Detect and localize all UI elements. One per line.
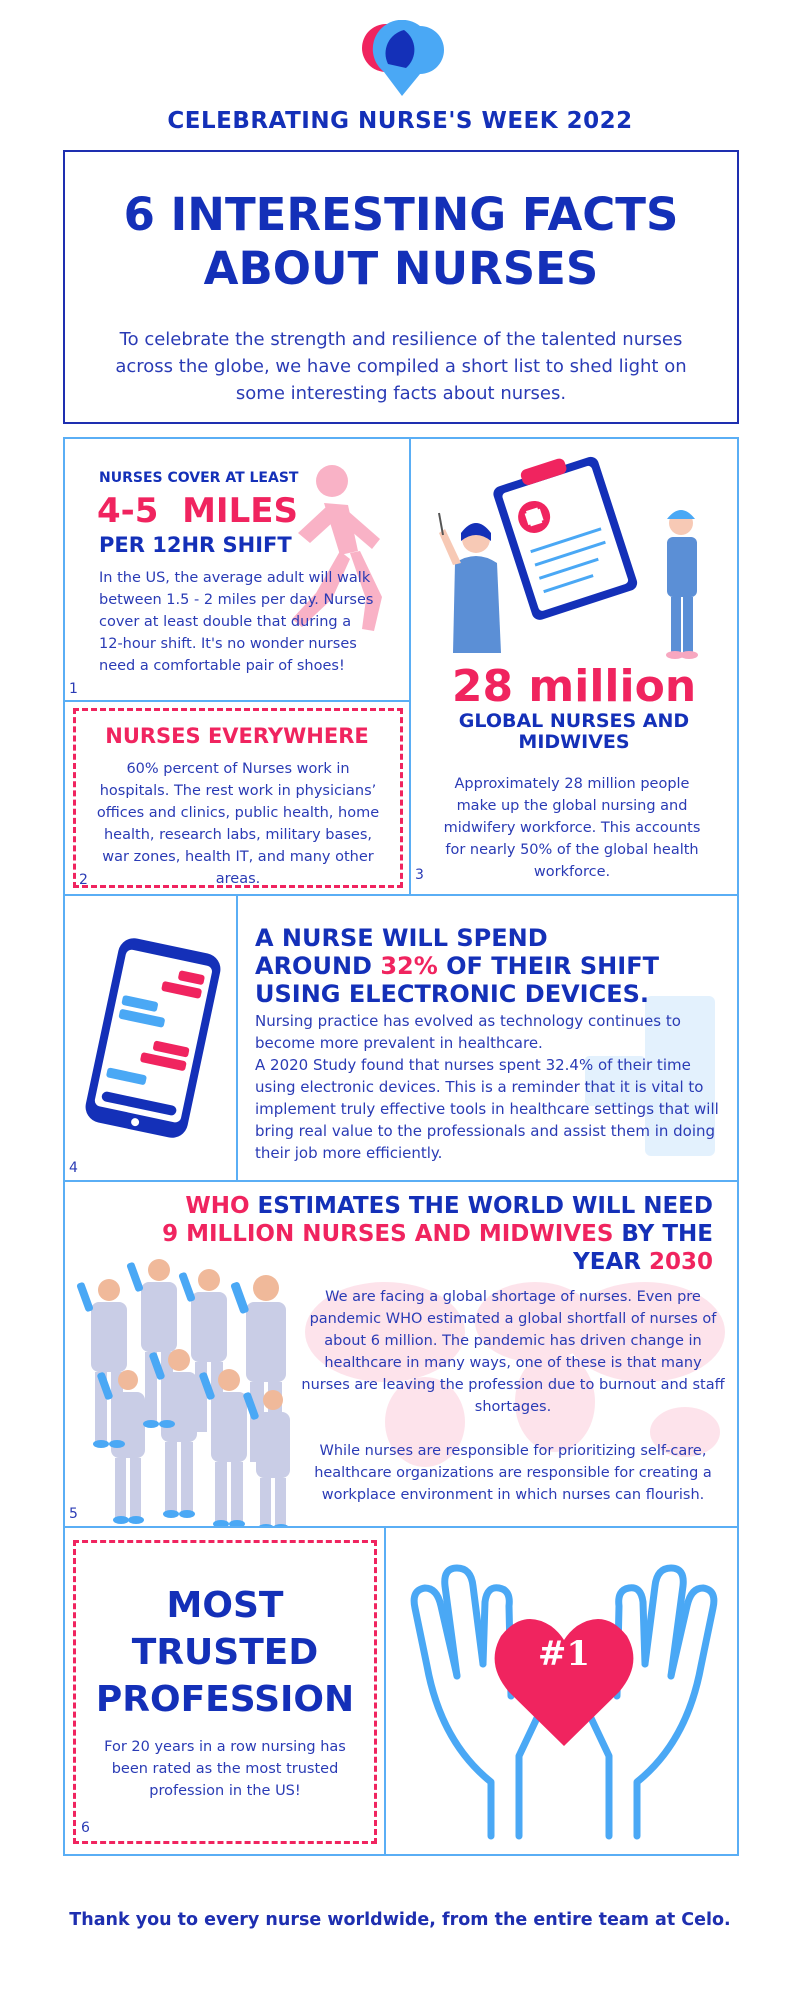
fact3-number: 3: [415, 867, 424, 883]
footer-thanks: Thank you to every nurse worldwide, from the entire team at Celo.: [69, 1910, 731, 1930]
fact6-panel: [63, 1526, 739, 1856]
fact4-highlight: 32%: [380, 952, 438, 980]
fact4-title-line2-pre: AROUND: [255, 952, 381, 980]
fact4-text-para2: A 2020 Study found that nurses spent 32.4% of their time using electronic devices. This is a reminder that it is vital to implement truly effective tools in healthcare settings that will bring real value to the professionals and assist them in doing their job more efficiently.: [255, 1056, 719, 1162]
fact2-number: 2: [79, 872, 88, 888]
fact1-text: In the US, the average adult will walk between 1.5 - 2 miles per day. Nurses cover at least double that during a 12-hour shift. It's no wonder nurses need a comfortable pair of shoes!: [99, 570, 374, 674]
smartphone-chat-illustration: [73, 938, 233, 1138]
fact5-title-line1-rest: ESTIMATES THE WORLD WILL NEED: [249, 1193, 713, 1219]
fact5-title-line3: [65, 1248, 713, 1276]
page-title-line2: ABOUT NURSES: [203, 242, 599, 295]
fact1-number: 1: [69, 681, 78, 697]
kicker-title: CELEBRATING NURSE'S WEEK 2022: [167, 108, 633, 134]
fact3-sub: [411, 711, 737, 753]
fact5-number: 5: [69, 1506, 78, 1522]
fact5-text-para1: We are facing a global shortage of nurses. Even pre pandemic WHO estimated a global shortfall of nurses of about 6 million. The pandemic has driven change in healthcare in many ways, one of these is that many nurses are leaving the profession due to burnout and staff shortages.: [301, 1289, 725, 1415]
fact3-big: 28 million: [451, 661, 697, 712]
fact6-title-line3: PROFESSION: [95, 1679, 355, 1720]
fact5-title-line2-rest: BY THE: [613, 1221, 713, 1247]
heart-label: #1: [537, 1634, 591, 1674]
fact1-pre: NURSES COVER AT LEAST: [99, 470, 299, 486]
fact5-year: 2030: [648, 1249, 713, 1275]
fact6-title-line1: MOST: [166, 1585, 284, 1626]
fact3-text: Approximately 28 million people make up the global nursing and midwifery workforce. This accounts for nearly 50% of the global health workforce.: [443, 776, 701, 880]
fact1-panel: [63, 437, 411, 702]
fact5-text-para2: While nurses are responsible for prioritizing self-care, healthcare organizations are responsible for creating a workplace environment in which nurses can flourish.: [314, 1443, 712, 1503]
fact5-text: [301, 1286, 725, 1506]
fact4-number: 4: [69, 1160, 78, 1176]
fact6-number: 6: [81, 1820, 90, 1836]
fact5-title: [65, 1192, 713, 1276]
intro-box: [63, 150, 739, 424]
fact3-sub-line1: GLOBAL NURSES AND: [458, 710, 690, 732]
celo-logo: [358, 20, 448, 102]
fact1-big: 4-5 MILES: [97, 491, 298, 531]
fact4-title-line3: USING ELECTRONIC DEVICES.: [255, 980, 650, 1008]
fact5-title-line1: [65, 1192, 713, 1220]
fact4-title-line2-post: OF THEIR SHIFT: [437, 952, 659, 980]
fact4-text: [255, 1010, 725, 1164]
fact2-title: NURSES EVERYWHERE: [105, 724, 369, 748]
page-title: [65, 188, 737, 296]
intro-text: To celebrate the strength and resilience of the talented nurses across the globe, we have compiled a short list to shed light on some interesting facts about nurses.: [115, 329, 687, 404]
fact4-divider: [236, 896, 238, 1182]
fact6-title: [65, 1582, 385, 1723]
fact2-text: 60% percent of Nurses work in hospitals. The rest work in physicians’ offices and clinics, public health, home health, research labs, military bases, war zones, health IT, and many other areas.: [96, 761, 380, 887]
fact4-title-line1: A NURSE WILL SPEND: [255, 924, 548, 952]
fact6-title-line2: TRUSTED: [131, 1632, 319, 1673]
fact4-panel: [63, 894, 739, 1182]
fact5-title-line3-pre: YEAR: [573, 1249, 649, 1275]
fact1-post: PER 12HR SHIFT: [99, 533, 292, 557]
nurses-clipboard-illustration: [431, 453, 721, 673]
fact5-nine-million: 9 MILLION NURSES AND MIDWIVES: [162, 1221, 614, 1247]
fact4-title: [255, 924, 659, 1008]
fact6-text: For 20 years in a row nursing has been rated as the most trusted profession in the US!: [104, 1739, 346, 1799]
fact3-sub-line2: MIDWIVES: [518, 731, 630, 753]
hands-heart-illustration: [401, 1546, 727, 1842]
nurses-group-illustration: [71, 1242, 311, 1528]
fact4-text-para1: Nursing practice has evolved as technology continues to become more prevalent in healthcare.: [255, 1012, 681, 1052]
fact5-panel: [63, 1180, 739, 1528]
fact5-title-line2: [65, 1220, 713, 1248]
fact4-title-line2: [255, 952, 659, 980]
page-title-line1: 6 INTERESTING FACTS: [123, 188, 679, 241]
fact3-panel: [409, 437, 739, 896]
fact5-who: WHO: [185, 1193, 250, 1219]
fact2-panel: [63, 700, 411, 896]
